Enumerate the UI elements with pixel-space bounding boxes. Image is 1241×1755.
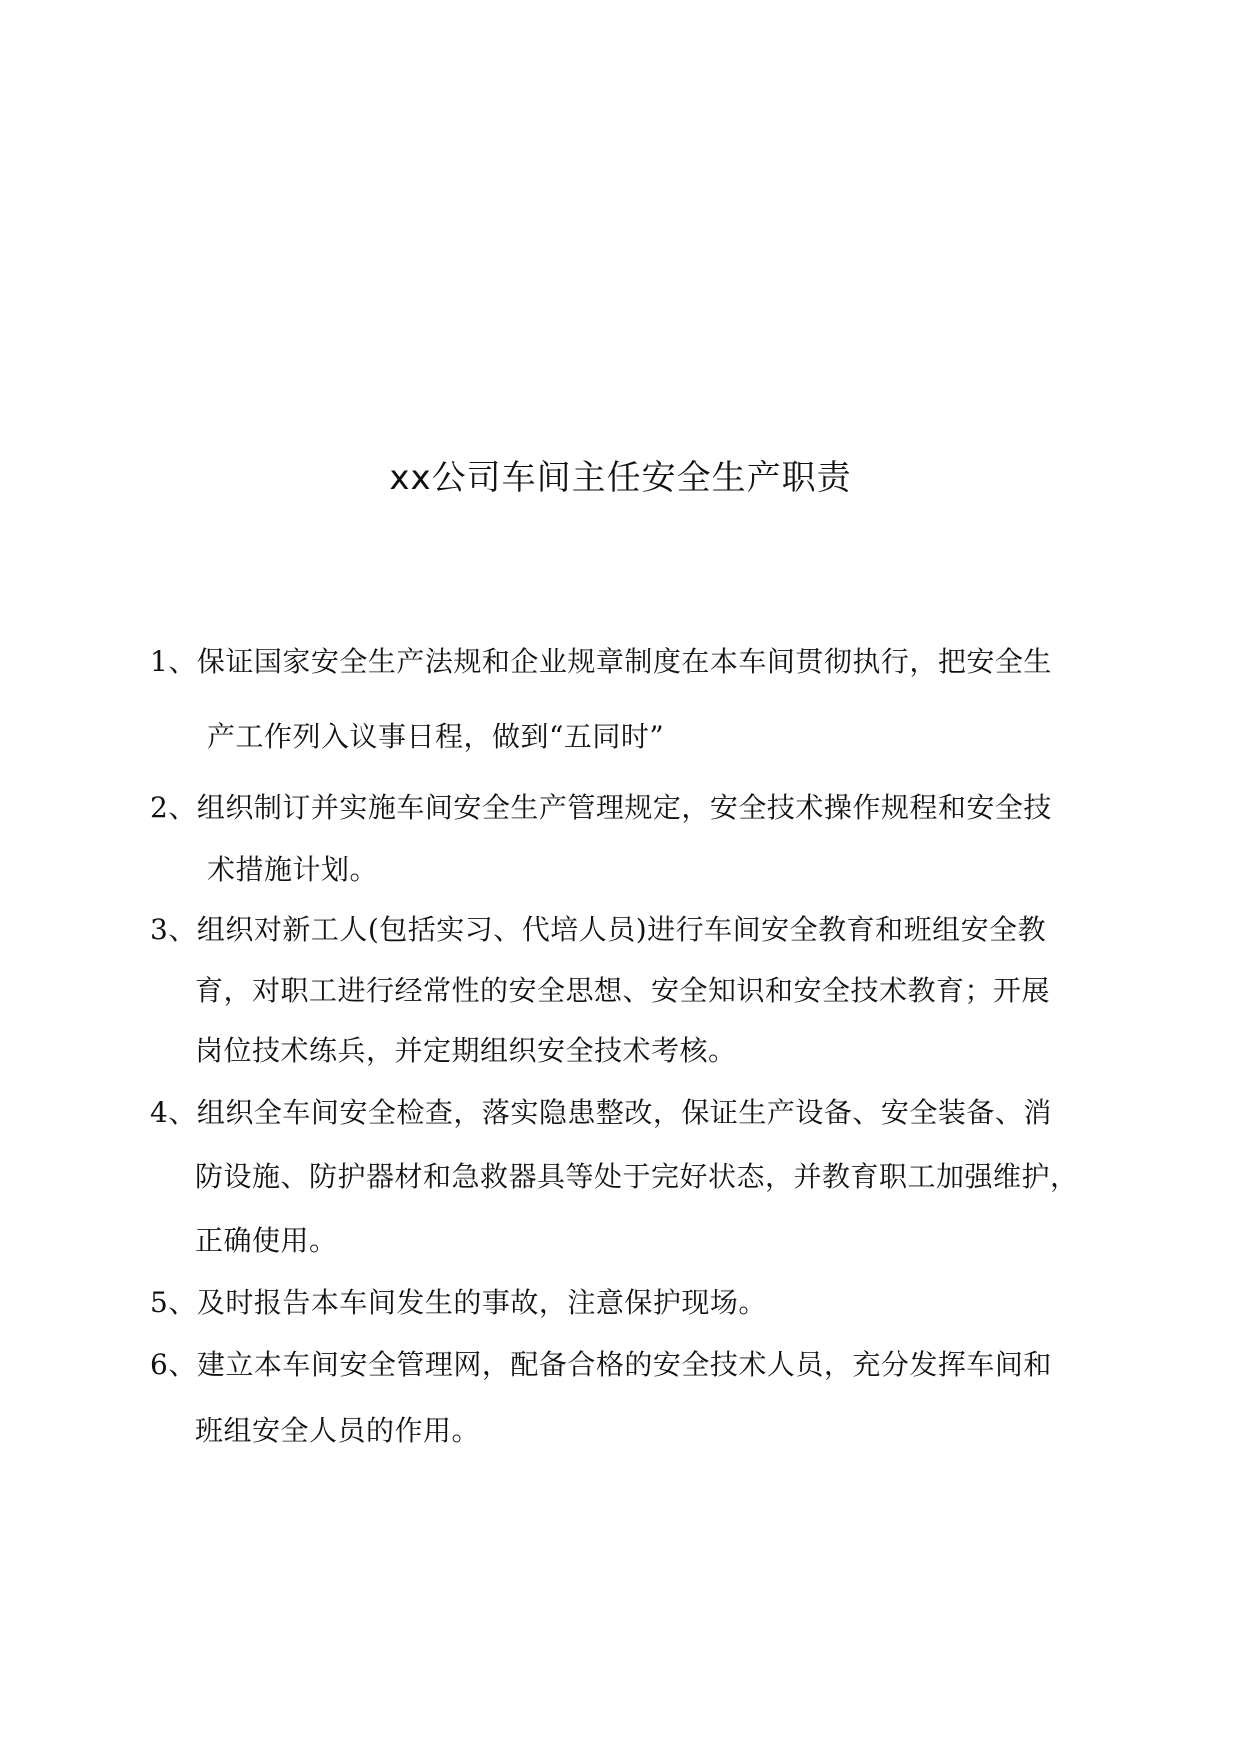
item-4-line-2: 防设施、防护器材和急救器具等处于完好状态，并教育职工加强维护， [195,1160,1079,1193]
item-3-line-3: 岗位技术练兵，并定期组织安全技术考核。 [195,1034,737,1067]
document-title: xx公司车间主任安全生产职责 [389,458,852,498]
item-2-line-2: 术措施计划。 [207,853,379,886]
item-3-line-1: 3、组织对新工人(包括实习、代培人员)进行车间安全教育和班组安全教 [150,913,1047,946]
item-3-line-2: 育，对职工进行经常性的安全思想、安全知识和安全技术教育；开展 [195,974,1051,1007]
item-5-line-1: 5、及时报告本车间发生的事故，注意保护现场。 [150,1286,767,1319]
item-6-line-1: 6、建立本车间安全管理网，配备合格的安全技术人员，充分发挥车间和 [150,1348,1052,1381]
item-4-line-3: 正确使用。 [195,1224,338,1257]
item-1-line-1: 1、保证国家安全生产法规和企业规章制度在本车间贯彻执行，把安全生 [150,645,1052,678]
item-4-line-1: 4、组织全车间安全检查，落实隐患整改，保证生产设备、安全装备、消 [150,1096,1052,1129]
item-2-line-1: 2、组织制订并实施车间安全生产管理规定，安全技术操作规程和安全技 [150,791,1052,824]
item-1-line-2: 产工作列入议事日程，做到“五同时” [207,720,665,753]
item-6-line-2: 班组安全人员的作用。 [195,1414,481,1447]
